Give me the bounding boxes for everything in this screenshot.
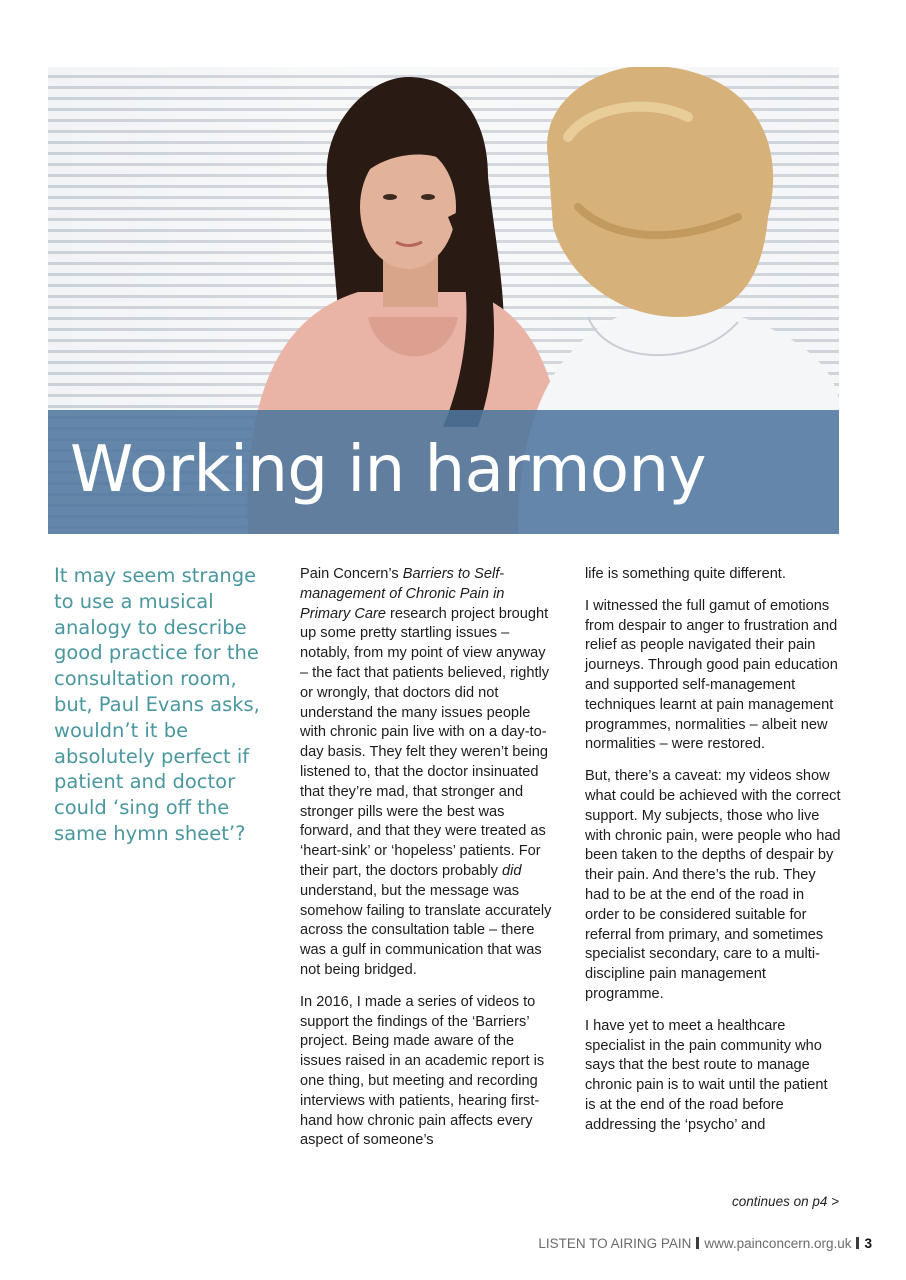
- article-column-2: [585, 565, 841, 1148]
- paragraph: In 2016, I made a series of videos to support the findings of the ‘Barriers’ project. Being made aware of the issues raised in an academic report is one thing, but meeting and recording interviews with patients, hearing first-hand how chronic pain affects every aspect of someone’s: [300, 993, 545, 1149]
- footer-divider: [856, 1237, 859, 1249]
- paragraph: I witnessed the full gamut of emotions from despair to anger to frustration and relief as people navigated their pain journeys. Through good pain education and supported self-management techniques learnt at pain management programmes, normalities – albeit new normalities – were restored.: [585, 597, 838, 753]
- paragraph: Pain Concern’s Barriers to Self-management of Chronic Pain in Primary Care research project brought up some pretty startling issues – notably, from my point of view anyway – the fact that patients believed, rightly or wrongly, that doctors did not understand the many issues people with chronic pain live with on a day-to-day basis. They felt they weren’t being listened to, that the doctor insinuated that they’re mad, that stronger and stronger pills were the best was forward, and that they were treated as ‘heart-sink’ or ‘hopeless’ patients. For their part, the doctors probably did understand, but the message was somehow failing to translate accurately across the consultation table – there was a gulf in communication that was not being bridged.: [300, 566, 552, 978]
- intro-standfirst: It may seem strange to use a musical analogy to describe good practice for the consultation room, but, Paul Evans asks, wouldn’t it be absolutely perfect if patient and doctor could ‘sing off the same hymn sheet’?: [54, 564, 260, 845]
- continues-link[interactable]: continues on p4 >: [732, 1194, 839, 1209]
- page-title: Working in harmony: [70, 433, 706, 507]
- footer-podcast: LISTEN TO AIRING PAIN: [538, 1236, 692, 1251]
- hero-image: [48, 67, 839, 534]
- paragraph: But, there’s a caveat: my videos show what could be achieved with the correct support. My subjects, those who live with chronic pain, were people who had been taken to the depths of despair by their pain. And there’s the rub. They had to be at the end of the road in order to be considered suitable for referral from primary, and sometimes specialist secondary, care to a multi-discipline pain management programme.: [585, 768, 841, 1002]
- paragraph: life is something quite different.: [585, 566, 786, 582]
- title-band: [48, 410, 839, 534]
- page-number: 3: [864, 1236, 872, 1251]
- footer-url[interactable]: www.painconcern.org.uk: [704, 1236, 852, 1251]
- article-column-1: [300, 565, 556, 1163]
- footer-divider: [696, 1237, 699, 1249]
- paragraph: I have yet to meet a healthcare specialist in the pain community who says that the best route to manage chronic pain is to wait until the patient is at the end of the road before addressing the ‘psycho’ and: [585, 1017, 828, 1133]
- page-footer: [538, 1236, 872, 1251]
